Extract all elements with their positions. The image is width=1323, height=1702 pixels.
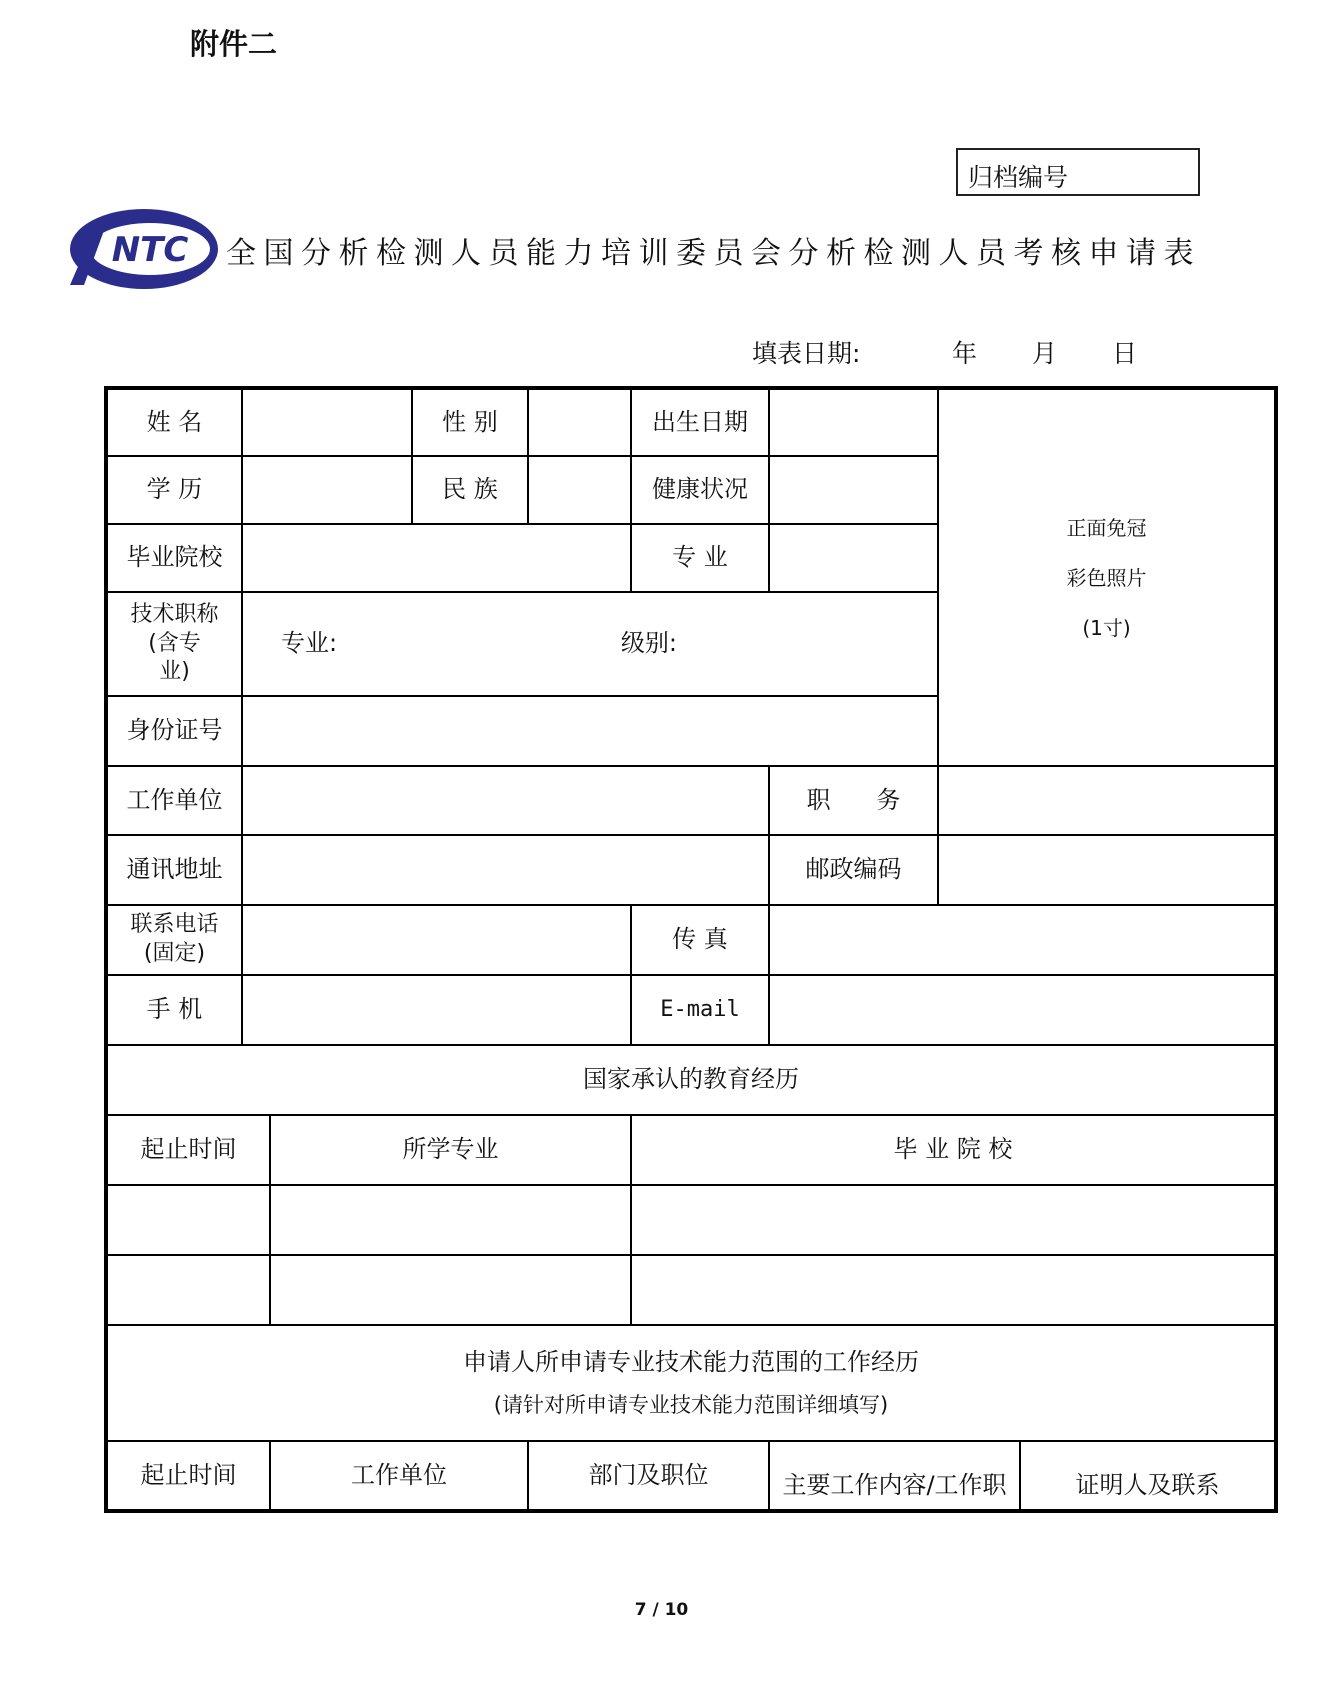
email-label: E-mail	[631, 975, 769, 1045]
health-label: 健康状况	[631, 456, 769, 524]
archive-number-field[interactable]	[956, 148, 1200, 196]
tech-title-input[interactable]	[242, 592, 938, 696]
birth-date-input[interactable]	[769, 388, 938, 456]
edu-row-1-school-input[interactable]	[631, 1185, 1276, 1255]
edu-row-2-major-input[interactable]	[270, 1255, 631, 1325]
work-section-title: 申请人所申请专业技术能力范围的工作经历	[463, 1348, 919, 1377]
email-input[interactable]	[769, 975, 1276, 1045]
work-col-period: 起止时间	[106, 1441, 270, 1511]
edu-col-period: 起止时间	[106, 1115, 270, 1185]
tech-title-label-line-2: (含专	[148, 630, 201, 656]
phone-label-line-1: 联系电话	[130, 912, 219, 938]
logo-text: NTC	[111, 230, 189, 270]
education-label: 学 历	[106, 456, 242, 524]
education-input[interactable]	[242, 456, 412, 524]
photo-box[interactable]	[938, 388, 1276, 766]
id-number-label: 身份证号	[106, 696, 242, 766]
edu-row-1-major-input[interactable]	[270, 1185, 631, 1255]
phone-label-line-2: (固定)	[143, 941, 206, 966]
health-input[interactable]	[769, 456, 938, 524]
photo-line-2: 彩色照片	[1066, 565, 1147, 590]
tech-title-label	[106, 592, 242, 696]
work-col-employer: 工作单位	[270, 1441, 528, 1511]
archive-number-label: 归档编号	[968, 163, 1069, 192]
application-form	[104, 386, 1278, 1513]
postcode-label: 邮政编码	[769, 835, 938, 905]
tech-title-label-line-1: 技术职称	[130, 602, 219, 628]
ethnicity-label: 民 族	[412, 456, 528, 524]
gender-label: 性 别	[412, 388, 528, 456]
position-input[interactable]	[938, 766, 1276, 835]
position-label: 职 务	[769, 766, 938, 835]
attachment-label: 附件二	[190, 27, 278, 61]
fax-label: 传 真	[631, 905, 769, 975]
edu-row-1-period-input[interactable]	[106, 1185, 270, 1255]
tech-title-specialty-label: 专业:	[281, 629, 338, 658]
employer-input[interactable]	[242, 766, 769, 835]
fill-date-month: 月	[1032, 339, 1058, 368]
id-number-input[interactable]	[242, 696, 938, 766]
document-title: 全国分析检测人员能力培训委员会分析检测人员考核申请表	[226, 236, 1201, 271]
name-input[interactable]	[242, 388, 412, 456]
employer-label: 工作单位	[106, 766, 242, 835]
education-section-title: 国家承认的教育经历	[106, 1045, 1276, 1115]
mobile-label: 手 机	[106, 975, 242, 1045]
fill-date-label: 填表日期:	[752, 339, 861, 368]
ethnicity-input[interactable]	[528, 456, 631, 524]
phone-label	[106, 905, 242, 975]
tech-title-label-line-3: 业)	[159, 659, 190, 685]
photo-line-1: 正面免冠	[1066, 515, 1147, 540]
fax-input[interactable]	[769, 905, 1276, 975]
address-label: 通讯地址	[106, 835, 242, 905]
photo-line-3: (1寸)	[1082, 615, 1131, 640]
school-label: 毕业院校	[106, 524, 242, 592]
mobile-input[interactable]	[242, 975, 631, 1045]
work-section-subtitle: (请针对所申请专业技术能力范围详细填写)	[493, 1392, 889, 1417]
edu-col-school: 毕 业 院 校	[631, 1115, 1276, 1185]
birth-date-label: 出生日期	[631, 388, 769, 456]
address-input[interactable]	[242, 835, 769, 905]
page-number: 7 / 10	[634, 1600, 689, 1620]
gender-input[interactable]	[528, 388, 631, 456]
major-input[interactable]	[769, 524, 938, 592]
school-input[interactable]	[242, 524, 631, 592]
work-col-dept: 部门及职位	[528, 1441, 769, 1511]
major-label: 专 业	[631, 524, 769, 592]
name-label: 姓 名	[106, 388, 242, 456]
ntc-logo	[62, 205, 222, 293]
fill-date-day: 日	[1112, 339, 1138, 368]
postcode-input[interactable]	[938, 835, 1276, 905]
fill-date-year: 年	[952, 339, 978, 368]
edu-col-major: 所学专业	[270, 1115, 631, 1185]
tech-title-level-label: 级别:	[620, 629, 677, 658]
work-col-reference: 证明人及联系	[1020, 1441, 1276, 1511]
edu-row-2-period-input[interactable]	[106, 1255, 270, 1325]
phone-input[interactable]	[242, 905, 631, 975]
work-col-content: 主要工作内容/工作职	[769, 1441, 1020, 1511]
work-section-header	[106, 1325, 1276, 1441]
edu-row-2-school-input[interactable]	[631, 1255, 1276, 1325]
